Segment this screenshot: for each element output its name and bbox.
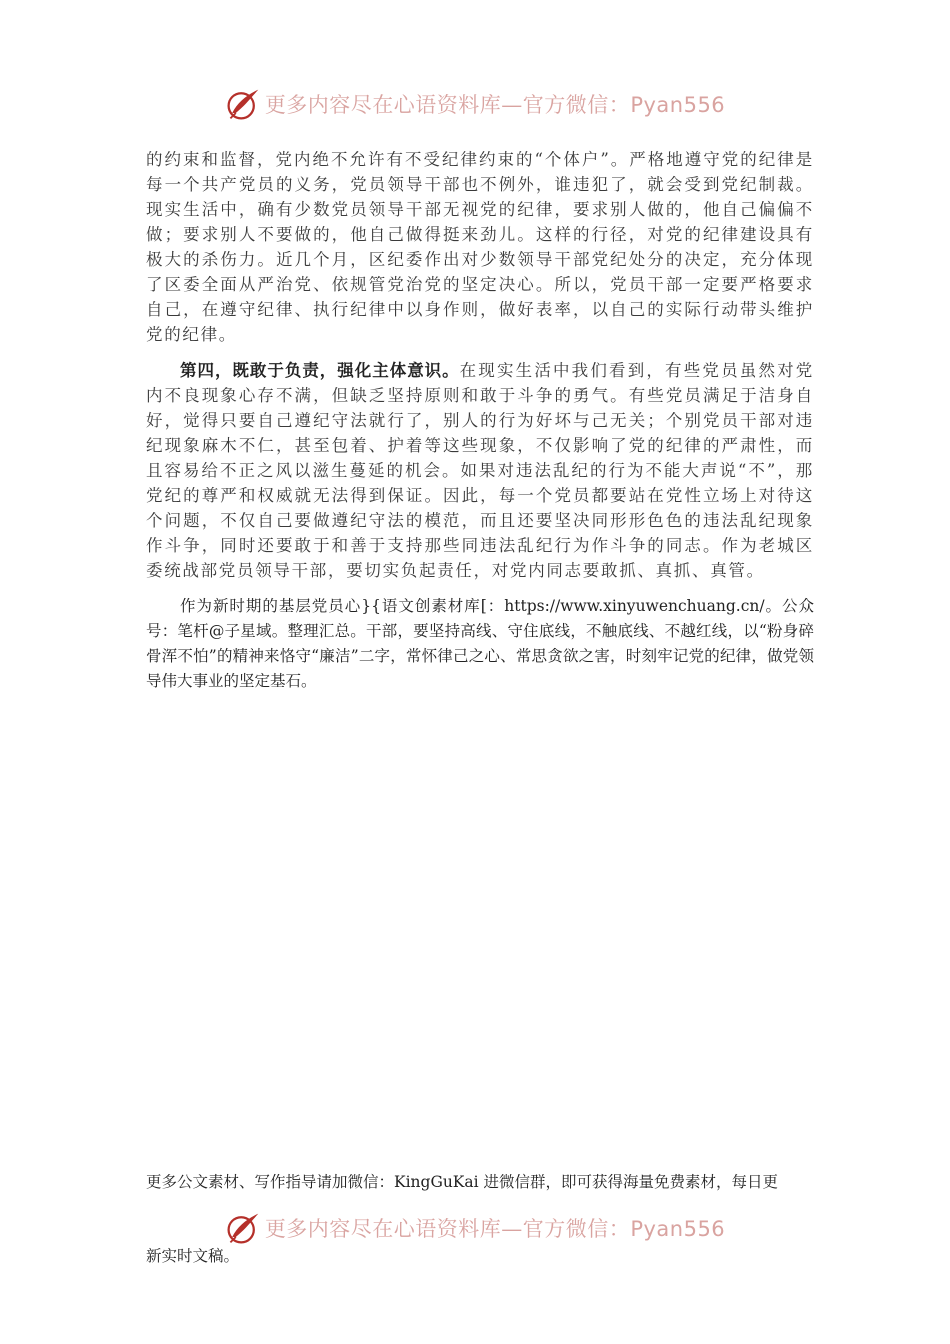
paragraph-2 xyxy=(146,358,814,583)
paragraph-3: 作为新时期的基层党员心}{语文创素材库[：https://www.xinyuwenchuang.cn/。公众号：笔杆@子星域。整理汇总。干部，要坚持高线、守住底线，不触底线、不越红线，以“粉身碎骨浑不怕”的精神来恪守“廉洁”二字，常怀律己之心、常思贪欲之害，时刻牢记党的纪律，做党领导伟大事业的坚定基石。 xyxy=(146,597,814,690)
quill-logo-icon xyxy=(225,86,261,122)
watermark-header xyxy=(0,84,950,124)
paragraph-1: 的约束和监督，党内绝不允许有不受纪律约束的“个体户”。严格地遵守党的纪律是每一个共产党员的义务，党员领导干部也不例外，谁违犯了，就会受到党纪制裁。现实生活中，确有少数党员领导干部无视党的纪律，要求别人做的，他自己偏偏不做；要求别人不要做的，他自己做得挺来劲儿。这样的行径，对党的纪律建设具有极大的杀伤力。近几个月，区纪委作出对少数领导干部党纪处分的决定，充分体现了区委全面从严治党、依规管党治党的坚定决心。所以，党员干部一定要严格要求自己，在遵守纪律、执行纪律中以身作则，做好表率，以自己的实际行动带头维护党的纪律。 xyxy=(146,150,814,344)
footer-note-line1: 更多公文素材、写作指导请加微信：KingGuKai 进微信群，即可获得海量免费素材，每日更 xyxy=(146,1173,779,1191)
quill-logo-icon xyxy=(225,1210,261,1246)
watermark-text: 更多内容尽在心语资料库—官方微信：Pyan556 xyxy=(264,1217,726,1241)
watermark-text: 更多内容尽在心语资料库—官方微信：Pyan556 xyxy=(264,93,726,117)
paragraph-2-text: 在现实生活中我们看到，有些党员虽然对党内不良现象心存不满，但缺乏坚持原则和敢于斗争的勇气。有些党员满足于洁身自好，觉得只要自己遵纪守法就行了，别人的行为好坏与己无关；个别党员干部对违纪现象麻木不仁，甚至包着、护着等这些现象，不仅影响了党的纪律的严肃性，而且容易给不正之风以滋生蔓延的机会。如果对违法乱纪的行为不能大声说“不”，那党纪的尊严和权威就无法得到保证。因此，每一个党员都要站在党性立场上对待这个问题，不仅自己要做遵纪守法的模范，而且还要坚决同形形色色的违法乱纪现象作斗争，同时还要敢于和善于支持那些同违法乱纪行为作斗争的同志。作为老城区委统战部党员领导干部，要切实负起责任，对党内同志要敢抓、真抓、真管。 xyxy=(146,361,814,580)
section-heading: 第四，既敢于负责，强化主体意识。 xyxy=(180,361,460,380)
footer-note-line2: 新实时文稿。 xyxy=(146,1247,240,1265)
document-body xyxy=(146,147,814,694)
watermark-footer xyxy=(0,1208,950,1248)
